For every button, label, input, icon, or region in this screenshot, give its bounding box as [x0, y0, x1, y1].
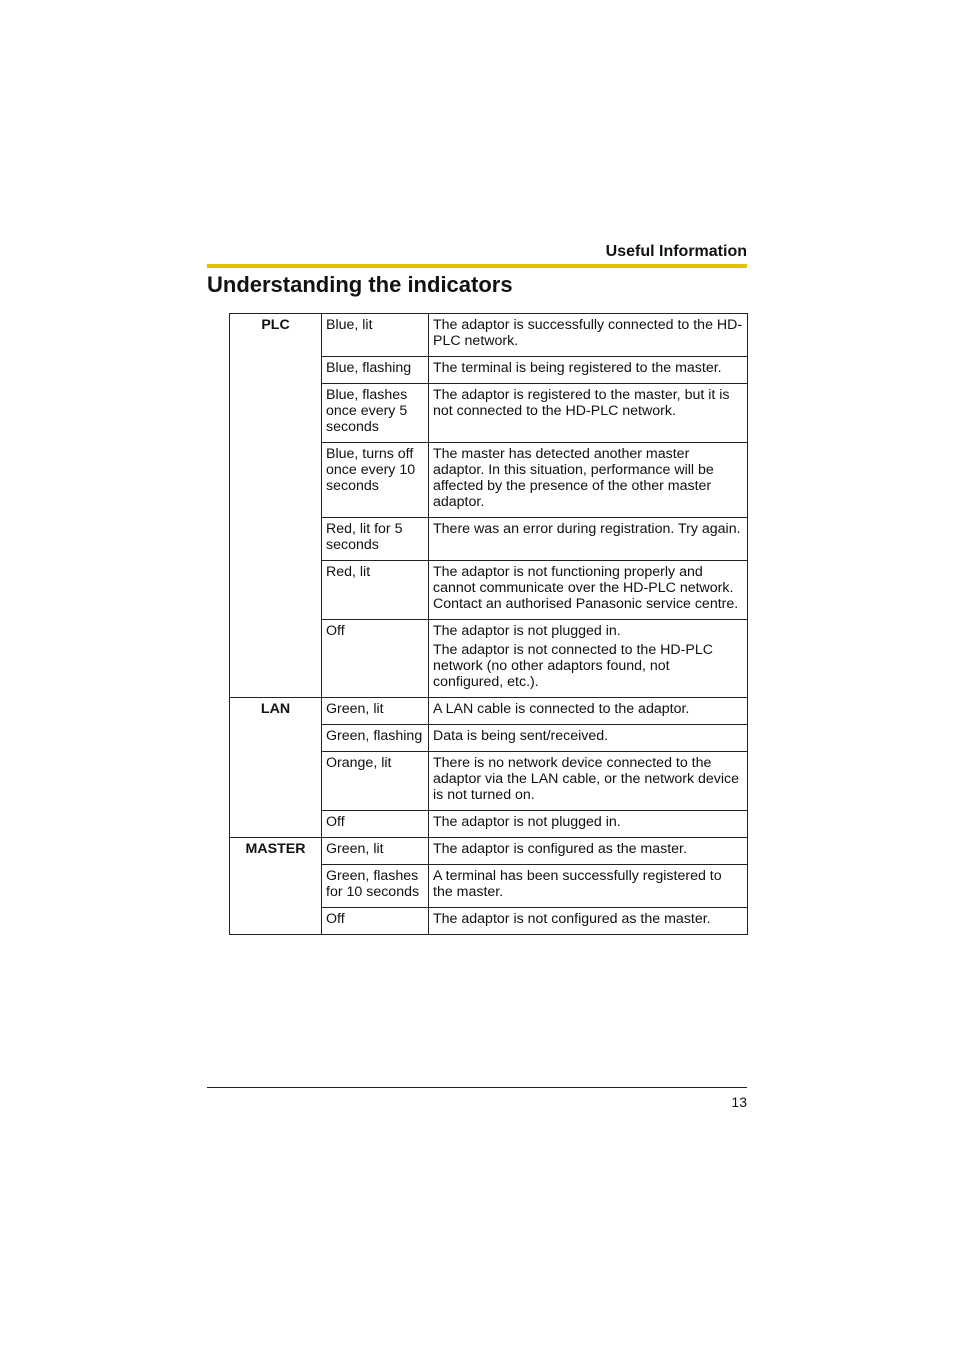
indicator-state: Off	[322, 908, 429, 935]
indicator-state: Blue, lit	[322, 314, 429, 357]
indicator-name: LAN	[230, 698, 322, 838]
indicator-table-body	[230, 314, 748, 935]
indicator-description	[429, 620, 748, 698]
description-paragraph: The adaptor is not connected to the HD-PLC network (no other adaptors found, not configured, etc.).	[433, 642, 713, 690]
indicator-description	[429, 314, 748, 357]
indicator-state: Green, lit	[322, 838, 429, 865]
indicator-name: MASTER	[230, 838, 322, 935]
description-paragraph: The adaptor is not plugged in.	[433, 623, 621, 639]
indicator-state: Red, lit for 5 seconds	[322, 518, 429, 561]
table-row	[230, 698, 748, 725]
indicator-description	[429, 725, 748, 752]
description-paragraph: The master has detected another master adaptor. In this situation, performance will be affected by the presence of the other master adaptor.	[433, 446, 714, 510]
description-paragraph: There was an error during registration. Try again.	[433, 521, 741, 537]
description-paragraph: A LAN cable is connected to the adaptor.	[433, 701, 690, 717]
indicator-description	[429, 811, 748, 838]
indicator-state: Orange, lit	[322, 752, 429, 811]
indicator-state: Green, lit	[322, 698, 429, 725]
indicator-description	[429, 518, 748, 561]
indicator-description	[429, 838, 748, 865]
section-label: Useful Information	[605, 243, 747, 260]
description-paragraph: The terminal is being registered to the master.	[433, 360, 722, 376]
indicator-description	[429, 357, 748, 384]
description-paragraph: The adaptor is registered to the master, but it is not connected to the HD-PLC network.	[433, 387, 730, 419]
footer-rule	[207, 1087, 747, 1088]
indicator-description	[429, 752, 748, 811]
description-paragraph: The adaptor is not plugged in.	[433, 814, 621, 830]
description-paragraph: The adaptor is configured as the master.	[433, 841, 687, 857]
table-row	[230, 314, 748, 357]
indicator-state: Green, flashing	[322, 725, 429, 752]
indicator-state: Red, lit	[322, 561, 429, 620]
description-paragraph: The adaptor is not functioning properly and cannot communicate over the HD-PLC network. Contact an authorised Panasonic service centre.	[433, 564, 739, 612]
indicator-description	[429, 384, 748, 443]
indicator-description	[429, 443, 748, 518]
indicator-description	[429, 698, 748, 725]
indicator-description	[429, 561, 748, 620]
description-paragraph: Data is being sent/received.	[433, 728, 609, 744]
table-row	[230, 838, 748, 865]
page-number: 13	[731, 1094, 747, 1110]
indicator-state: Off	[322, 811, 429, 838]
indicator-description	[429, 908, 748, 935]
page-title: Understanding the indicators	[207, 272, 513, 297]
description-paragraph: The adaptor is successfully connected to the HD-PLC network.	[433, 317, 743, 349]
indicator-state: Blue, flashes once every 5 seconds	[322, 384, 429, 443]
indicator-state: Blue, flashing	[322, 357, 429, 384]
indicator-table	[229, 313, 748, 935]
description-paragraph: The adaptor is not configured as the master.	[433, 911, 711, 927]
indicator-state: Off	[322, 620, 429, 698]
description-paragraph: A terminal has been successfully registered to the master.	[433, 868, 722, 900]
description-paragraph: There is no network device connected to the adaptor via the LAN cable, or the network device is not turned on.	[433, 755, 739, 803]
indicator-state: Blue, turns off once every 10 seconds	[322, 443, 429, 518]
header-rule	[207, 264, 747, 268]
indicator-state: Green, flashes for 10 seconds	[322, 865, 429, 908]
indicator-description	[429, 865, 748, 908]
indicator-name: PLC	[230, 314, 322, 698]
